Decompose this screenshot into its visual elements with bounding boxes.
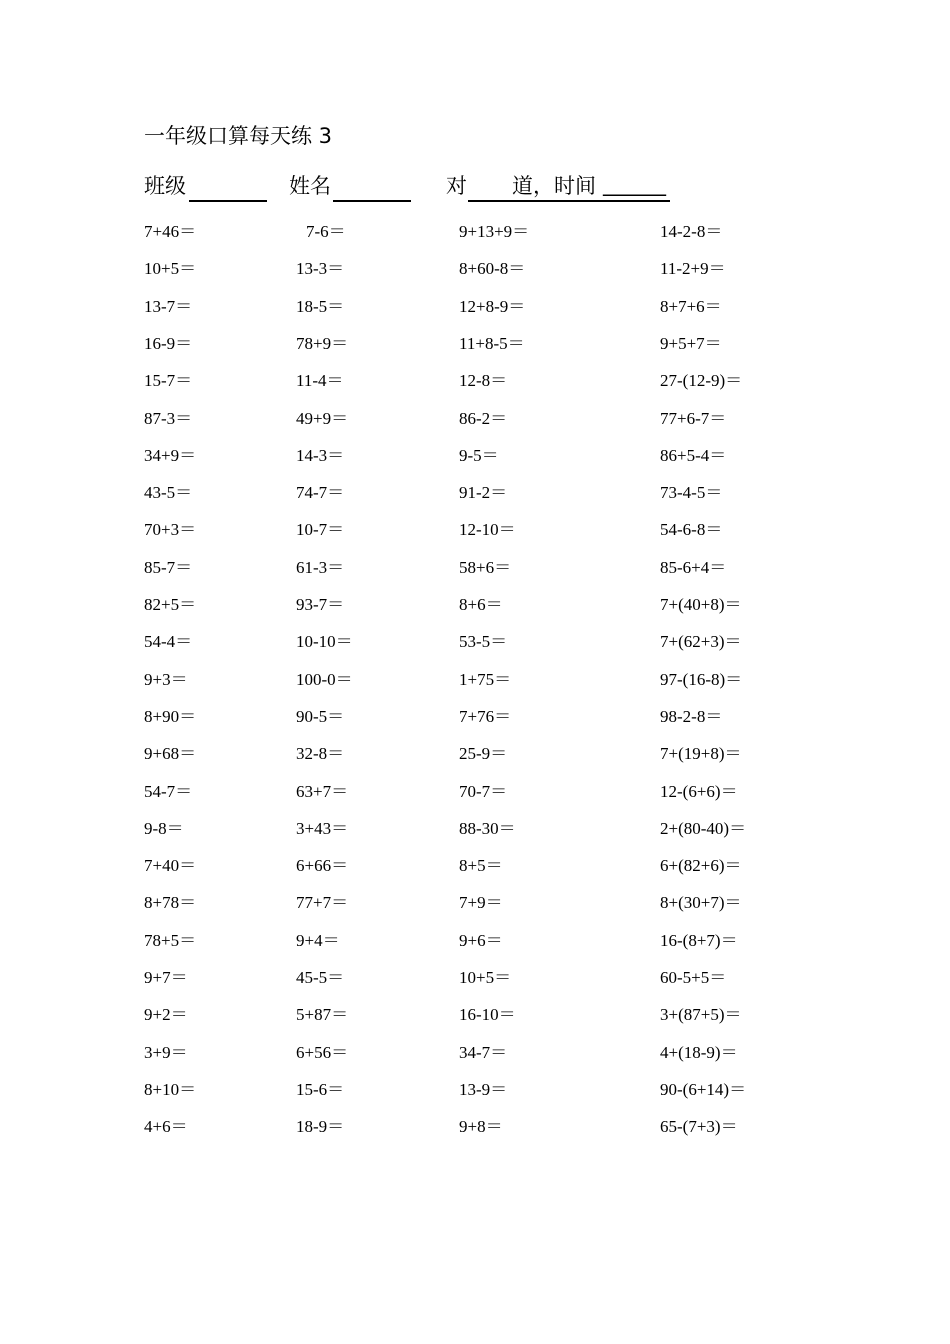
problem-item: 9+6＝ <box>459 930 503 950</box>
problem-item: 8+5＝ <box>459 856 503 876</box>
problem-item: 54-4＝ <box>144 632 193 652</box>
problem-item: 10-7＝ <box>296 520 345 540</box>
class-label: 班级 <box>144 174 186 198</box>
problem-item: 9-8＝ <box>144 818 184 838</box>
problem-item: 10+5＝ <box>144 259 197 279</box>
problem-item: 73-4-5＝ <box>660 483 723 503</box>
problem-item: 6+(82+6)＝ <box>660 856 742 876</box>
problem-item: 4+6＝ <box>144 1117 188 1137</box>
problem-item: 45-5＝ <box>296 968 345 987</box>
problem-item: 49+9＝ <box>296 408 349 428</box>
problem-item: 91-2＝ <box>459 483 508 503</box>
name-blank[interactable] <box>333 200 411 202</box>
problem-item: 78+9＝ <box>296 333 349 353</box>
problem-item: 34+9＝ <box>144 445 197 465</box>
problem-item: 7+(40+8)＝ <box>660 595 742 614</box>
problem-item: 14-3＝ <box>296 445 345 465</box>
problem-item: 61-3＝ <box>296 557 345 577</box>
problem-item: 7+76＝ <box>459 706 512 726</box>
problem-item: 2+(80-40)＝ <box>660 818 747 838</box>
problem-item: 86-2＝ <box>459 408 508 428</box>
problem-item: 7+40＝ <box>144 856 197 876</box>
problem-item: 97-(16-8)＝ <box>660 669 743 689</box>
problem-item: 90-5＝ <box>296 706 345 726</box>
problem-item: 9+3＝ <box>144 669 188 689</box>
page-title: 一年级口算每天练 3 <box>144 124 333 148</box>
correct-label: 对 <box>446 174 467 198</box>
problem-item: 8+90＝ <box>144 706 197 726</box>
problem-item: 7-6＝ <box>306 222 346 241</box>
problem-item: 18-5＝ <box>296 296 345 316</box>
problem-item: 54-7＝ <box>144 781 193 801</box>
problem-item: 60-5+5＝ <box>660 968 727 987</box>
problem-item: 85-6+4＝ <box>660 557 727 577</box>
problem-item: 87-3＝ <box>144 408 193 428</box>
problem-item: 9+5+7＝ <box>660 333 722 353</box>
problem-item: 27-(12-9)＝ <box>660 371 743 391</box>
problem-item: 13-3＝ <box>296 259 345 279</box>
problem-item: 43-5＝ <box>144 483 193 503</box>
problem-item: 82+5＝ <box>144 595 197 614</box>
problem-item: 8+78＝ <box>144 893 197 913</box>
problem-item: 7+9＝ <box>459 893 503 913</box>
problem-item: 88-30＝ <box>459 818 516 838</box>
problem-item: 9+2＝ <box>144 1005 188 1025</box>
problem-item: 9+7＝ <box>144 968 188 987</box>
problem-item: 9+13+9＝ <box>459 222 530 241</box>
problem-item: 5+87＝ <box>296 1005 349 1025</box>
problem-item: 9+68＝ <box>144 744 197 764</box>
problem-item: 3+(87+5)＝ <box>660 1005 742 1025</box>
problem-item: 78+5＝ <box>144 930 197 950</box>
problem-item: 16-9＝ <box>144 333 193 353</box>
problem-item: 8+10＝ <box>144 1079 197 1099</box>
problem-item: 7+46＝ <box>144 222 197 241</box>
problem-item: 85-7＝ <box>144 557 193 577</box>
problem-item: 10-10＝ <box>296 632 353 652</box>
problem-item: 12-10＝ <box>459 520 516 540</box>
problem-item: 70+3＝ <box>144 520 197 540</box>
problem-item: 98-2-8＝ <box>660 706 723 726</box>
problem-item: 54-6-8＝ <box>660 520 723 540</box>
problem-item: 15-7＝ <box>144 371 193 391</box>
problem-item: 8+60-8＝ <box>459 259 526 279</box>
problem-item: 6+66＝ <box>296 856 349 876</box>
problem-item: 1+75＝ <box>459 669 512 689</box>
problem-item: 12+8-9＝ <box>459 296 526 316</box>
problem-item: 13-7＝ <box>144 296 193 316</box>
problem-item: 10+5＝ <box>459 968 512 987</box>
time-blank[interactable]: ______ <box>603 172 666 196</box>
problem-item: 25-9＝ <box>459 744 508 764</box>
problem-item: 32-8＝ <box>296 744 345 764</box>
problem-item: 11-4＝ <box>296 371 344 391</box>
problem-item: 8+7+6＝ <box>660 296 722 316</box>
problem-item: 70-7＝ <box>459 781 508 801</box>
problem-item: 12-(6+6)＝ <box>660 781 738 801</box>
questions-time-label: 道，时间 <box>512 174 596 198</box>
problem-item: 6+56＝ <box>296 1042 349 1062</box>
problem-item: 77+7＝ <box>296 893 349 913</box>
problem-item: 15-6＝ <box>296 1079 345 1099</box>
problem-item: 65-(7+3)＝ <box>660 1117 738 1137</box>
problem-item: 3+43＝ <box>296 818 349 838</box>
problem-item: 53-5＝ <box>459 632 508 652</box>
problem-item: 77+6-7＝ <box>660 408 727 428</box>
problem-item: 8+6＝ <box>459 595 503 614</box>
problem-item: 93-7＝ <box>296 595 345 614</box>
problem-item: 11-2+9＝ <box>660 259 726 279</box>
problem-item: 74-7＝ <box>296 483 345 503</box>
problem-item: 34-7＝ <box>459 1042 508 1062</box>
problem-item: 9-5＝ <box>459 445 499 465</box>
problem-item: 7+(62+3)＝ <box>660 632 742 652</box>
problem-item: 63+7＝ <box>296 781 349 801</box>
info-line <box>0 172 950 204</box>
problem-item: 9+8＝ <box>459 1117 503 1137</box>
problem-item: 13-9＝ <box>459 1079 508 1099</box>
problem-item: 8+(30+7)＝ <box>660 893 742 913</box>
answer-underline <box>468 200 670 202</box>
problem-item: 16-(8+7)＝ <box>660 930 738 950</box>
problem-item: 4+(18-9)＝ <box>660 1042 738 1062</box>
problem-item: 100-0＝ <box>296 669 353 689</box>
name-label: 姓名 <box>289 174 331 198</box>
problem-item: 86+5-4＝ <box>660 445 727 465</box>
problem-item: 58+6＝ <box>459 557 512 577</box>
problem-item: 7+(19+8)＝ <box>660 744 742 764</box>
problem-item: 12-8＝ <box>459 371 508 391</box>
problem-item: 90-(6+14)＝ <box>660 1079 747 1099</box>
problem-item: 11+8-5＝ <box>459 333 525 353</box>
class-blank[interactable] <box>189 200 267 202</box>
problem-item: 14-2-8＝ <box>660 222 723 241</box>
problem-item: 16-10＝ <box>459 1005 516 1025</box>
problem-item: 18-9＝ <box>296 1117 345 1137</box>
problem-item: 9+4＝ <box>296 930 340 950</box>
problem-item: 3+9＝ <box>144 1042 188 1062</box>
